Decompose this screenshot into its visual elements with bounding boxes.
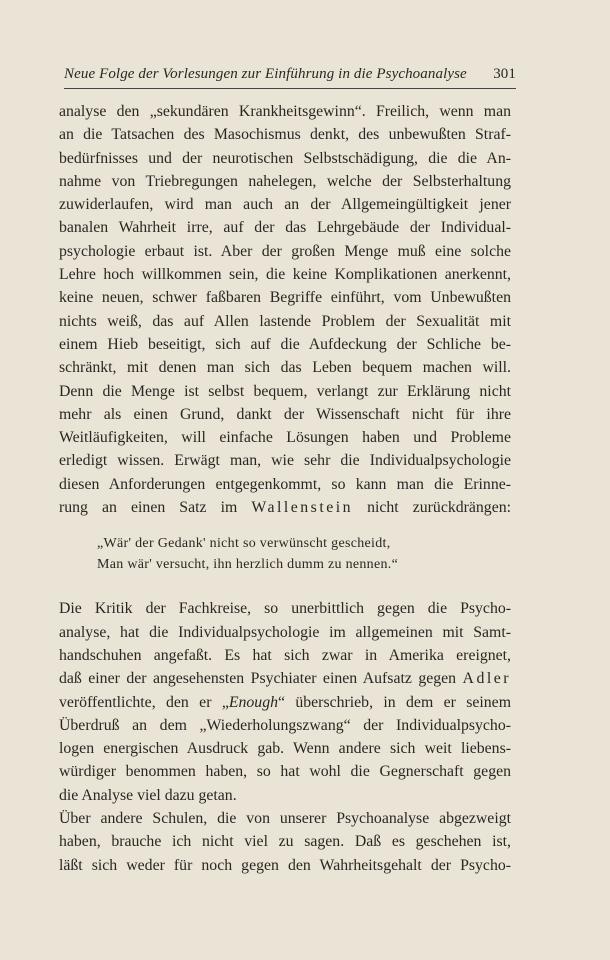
text-line: haben, brauche ich nicht viel zu sagen. Daß es geschehen ist,	[59, 833, 511, 851]
text-line	[59, 496, 511, 519]
quote-line: Man wär' versucht, ihn herzlich dumm zu nennen.“	[97, 557, 399, 573]
text-line: Überdruß an dem „Wiederholungszwang“ der Individualpsycho-	[59, 716, 511, 734]
text-line	[59, 667, 511, 690]
spaced-name: Adler	[462, 670, 511, 688]
text-line: zuwiderlaufen, wird man auch an der Allgemeingültigkeit jener	[59, 196, 511, 214]
spaced-name: Wallenstein	[251, 499, 354, 517]
text-run: rung an einen Satz im	[59, 499, 252, 517]
text-line: schränkt, mit denen man sich das Leben bequem machen will.	[59, 359, 511, 377]
text-line: diesen Anforderungen entgegenkommt, so kann man die Erinne-	[59, 475, 511, 493]
text-line: keine neuen, schwer faßbaren Begriffe einführt, vom Unbewußten	[59, 289, 511, 307]
italic-title: Enough	[228, 693, 278, 711]
text-run: veröffentlichte, den er „	[59, 693, 229, 711]
text-line: einem Hieb beseitigt, sich auf die Aufdeckung der Schliche be-	[59, 335, 511, 353]
text-line: banalen Wahrheit irre, auf der das Lehrgebäude der Individual-	[59, 219, 511, 237]
text-line: die Analyse viel dazu getan.	[59, 786, 237, 804]
running-title: Neue Folge der Vorlesungen zur Einführung in die Psychoanalyse	[64, 66, 467, 82]
page-number: 301	[493, 66, 516, 82]
text-run: daß einer der angesehensten Psychiater einen Aufsatz gegen	[59, 670, 463, 688]
text-line: logen energischen Ausdruck gab. Wenn andere sich weit liebens-	[59, 740, 511, 758]
text-line: nichts weiß, das auf Allen lastende Problem der Sexualität mit	[59, 312, 511, 330]
text-line: mehr als einen Grund, dankt der Wissenschaft nicht für ihre	[59, 405, 511, 423]
text-run: nicht zurückdrängen:	[353, 499, 511, 517]
text-line: analyse, hat die Individualpsychologie im allgemeinen mit Samt-	[59, 623, 511, 641]
running-header	[64, 66, 516, 89]
text-line: psychologie erbaut ist. Aber der großen Menge muß eine solche	[59, 242, 511, 260]
text-line: Lehre hoch willkommen sein, die keine Komplikationen anerkennt,	[59, 266, 511, 284]
paragraph-3	[59, 807, 511, 877]
body-text	[59, 100, 511, 877]
text-line: Denn die Menge ist selbst bequem, verlangt zur Erklärung nicht	[59, 382, 511, 400]
paragraph-2	[59, 597, 511, 807]
text-line: nahme von Triebregungen nahelegen, welche der Selbsterhaltung	[59, 172, 511, 190]
text-line: Die Kritik der Fachkreise, so unerbittlich gegen die Psycho-	[59, 600, 511, 618]
text-line: würdiger benommen haben, so hat wohl die Gegnerschaft gegen	[59, 763, 511, 781]
text-line: erledigt wissen. Erwägt man, wie sehr die Individualpsychologie	[59, 452, 511, 470]
text-run: “ überschrieb, in dem er seinem	[278, 693, 511, 711]
text-line: an die Tatsachen des Masochismus denkt, des unbewußten Straf-	[59, 126, 511, 144]
text-line: handschuhen angefaßt. Es hat sich zwar in Amerika ereignet,	[59, 646, 511, 664]
text-line: Weitläufigkeiten, will einfache Lösungen haben und Probleme	[59, 429, 511, 447]
paragraph-1	[59, 100, 511, 519]
text-line: bedürfnisses und der neurotischen Selbstschädigung, die die An-	[59, 149, 511, 167]
quote-line: „Wär' der Gedank' nicht so verwünscht gescheidt,	[97, 536, 391, 552]
text-line: analyse den „sekundären Krankheitsgewinn“. Freilich, wenn man	[59, 103, 511, 120]
text-line	[59, 691, 511, 714]
text-line: Über andere Schulen, die von unserer Psychoanalyse abgezweigt	[59, 810, 511, 828]
verse-quote	[97, 533, 511, 575]
text-line: läßt sich weder für noch gegen den Wahrheitsgehalt der Psycho-	[59, 856, 511, 874]
